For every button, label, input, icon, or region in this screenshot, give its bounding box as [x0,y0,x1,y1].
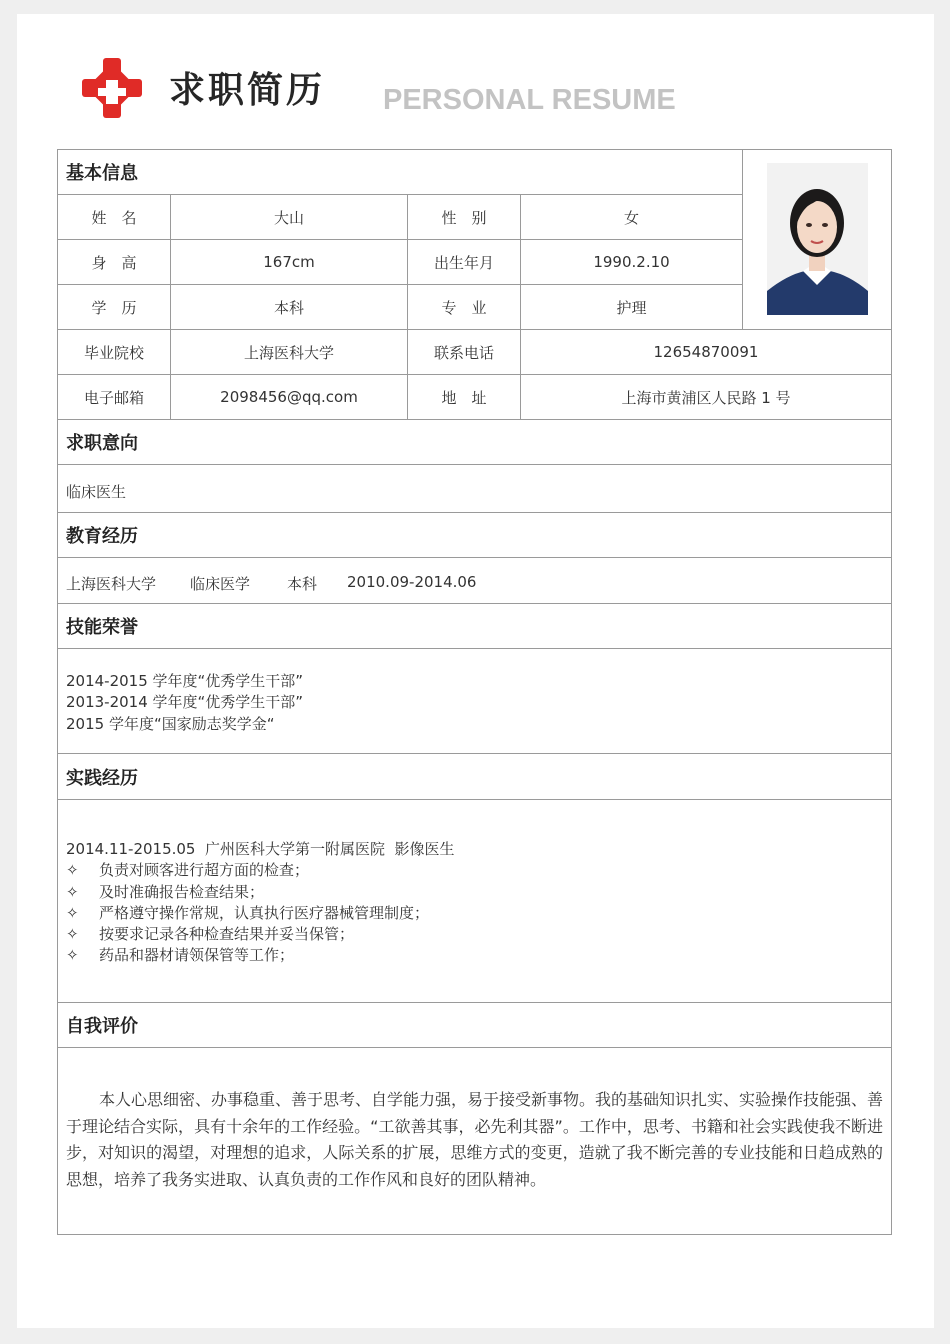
profile-photo [767,163,868,315]
school-label: 毕业院校 [83,343,144,362]
list-item: 2015 学年度“国家励志奖学金“ [66,714,275,733]
phone-value: 12654870091 [653,343,759,361]
section-heading-education: 教育经历 [66,526,138,547]
list-item: ✧ 及时准确报告检查结果； [66,882,455,903]
section-heading-self: 自我评价 [66,1016,138,1037]
school-value: 上海医科大学 [243,343,334,362]
address-value: 上海市黄浦区人民路 1 号 [621,388,791,407]
phone-label: 联系电话 [433,343,494,362]
birth-value: 1990.2.10 [593,253,670,271]
education-school: 上海医科大学 [66,575,157,593]
resume-title: 求职简历 [169,70,326,111]
star-bullet-icon: ✧ [66,925,79,944]
education-degree: 本科 [287,575,318,593]
list-item: 2014-2015 学年度“优秀学生干部” [66,672,304,690]
list-item: ✧ 负责对顾客进行超方面的检查； [66,860,455,881]
gender-label: 性 别 [441,208,487,227]
star-bullet-icon: ✧ [66,882,79,901]
red-cross-logo-icon [80,56,144,120]
gender-value: 女 [623,208,639,227]
list-item: ✧ 按要求记录各种检查结果并妥当保管； [66,924,455,945]
education-label: 学 历 [91,298,137,317]
height-label: 身 高 [91,253,137,272]
email-label: 电子邮箱 [83,388,144,407]
education-major: 临床医学 [190,575,251,593]
list-item: ✧ 药品和器材请领保管等工作； [66,945,455,966]
email-value: 2098456@qq.com [220,388,358,406]
major-value: 护理 [616,298,647,317]
education-value: 本科 [273,298,304,317]
name-label: 姓 名 [91,208,137,227]
star-bullet-icon: ✧ [66,903,79,922]
list-item: 2013-2014 学年度“优秀学生干部” [66,693,304,712]
honors-list [66,671,303,735]
section-heading-honors: 技能荣誉 [66,616,138,638]
practice-title: 2014.11-2015.05 广州医科大学第一附属医院 影像医生 [66,840,455,858]
practice-list [66,839,455,967]
section-heading-basic: 基本信息 [66,163,138,184]
intent-value: 临床医生 [66,483,127,501]
section-heading-intent: 求职意向 [66,433,138,454]
section-heading-practice: 实践经历 [66,767,138,789]
list-item: ✧ 严格遵守操作常规，认真执行医疗器械管理制度； [66,903,455,924]
star-bullet-icon: ✧ [66,946,79,965]
name-value: 大山 [273,208,304,227]
major-label: 专 业 [441,298,487,317]
star-bullet-icon: ✧ [66,861,79,880]
self-evaluation-text: 本人心思细密、办事稳重、善于思考、自学能力强，易于接受新事物。我的基础知识扎实、实验操作技能强、善于理论结合实际，具有十余年的工作经验。“工欲善其事，必先利其器”。工作中，思考、书籍和社会实践使我不断进步，对知识的渴望，对理想的追求，人际关系的扩展，思维方式的变更，造就了我不断完善的专业技能和日趋成熟的思想，培养了我务实进取、认真负责的工作作风和良好的团队精神。 [66,1090,884,1189]
birth-label: 出生年月 [433,253,494,272]
resume-table [57,149,892,1235]
address-label: 地 址 [441,388,487,407]
education-period: 2010.09-2014.06 [347,573,477,591]
resume-page [17,14,934,1328]
height-value: 167cm [263,253,315,271]
resume-subtitle: PERSONAL RESUME [383,84,676,116]
